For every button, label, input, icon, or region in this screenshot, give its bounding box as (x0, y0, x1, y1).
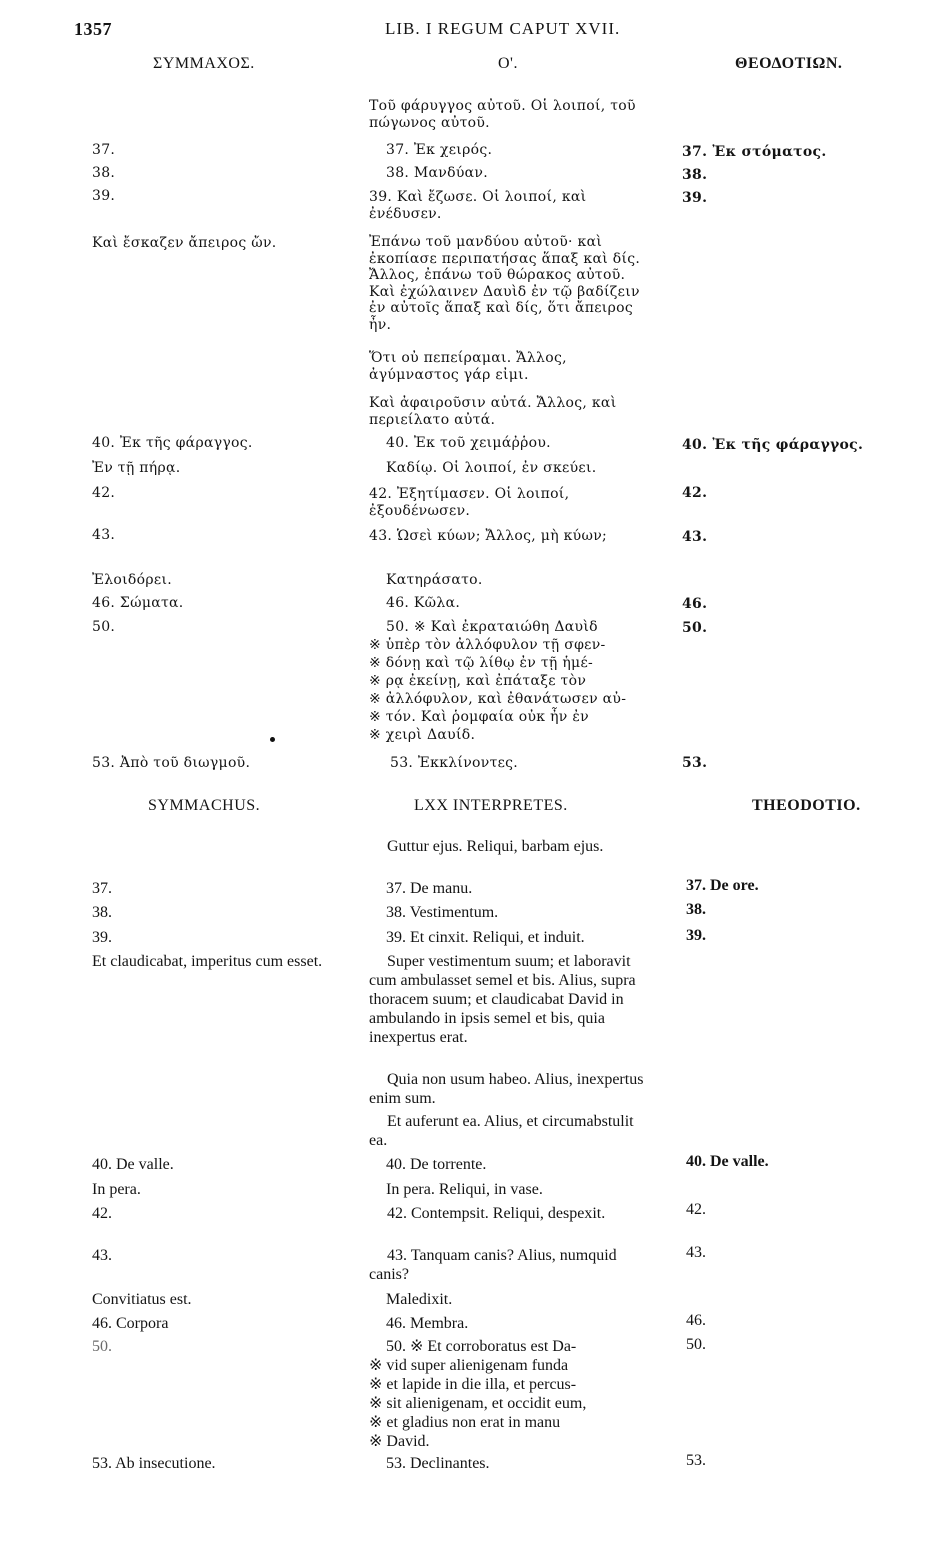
latin-symmachus-line: Et claudicabat, imperitus cum esset. (92, 953, 323, 970)
greek-lxx-line: Κατηράσατο. (386, 572, 483, 588)
latin-lxx-verse-50-line: 50. ※ Et corroboratus est Da- (386, 1338, 577, 1355)
latin-lxx-verse-39: 39. Et cinxit. Reliqui, et induit. (386, 929, 585, 946)
greek-lxx-verse-50-line: ※ τόν. Καὶ ῥομφαία οὐκ ἦν ἐν (369, 709, 589, 725)
latin-symmachus-verse-53: 53. Ab insecutione. (92, 1455, 216, 1472)
greek-theodotion-verse-50: 50. (682, 620, 708, 636)
page-number: 1357 (74, 19, 112, 39)
latin-symmachus-verse-37: 37. (92, 880, 112, 897)
greek-lxx-line: Ὅτι οὐ πεπείραμαι. Ἄλλος, ἀγύμναστος γάρ εἰμι. (369, 350, 567, 383)
greek-theodotion-verse-53: 53. (682, 755, 708, 771)
greek-lxx-verse-39: 39. Καὶ ἔζωσε. Οἱ λοιποί, καὶ ἐνέδυσεν. (369, 189, 587, 222)
running-title: LIB. I REGUM CAPUT XVII. (385, 19, 621, 38)
latin-lxx-line: Quia non usum habeo. Alius, inexpertus enim sum. (369, 1071, 644, 1107)
greek-symmachus-verse-37: 37. (92, 142, 116, 158)
latin-symmachus-verse-42: 42. (92, 1205, 112, 1222)
greek-symmachus-verse-42: 42. (92, 485, 116, 501)
greek-symmachus-line: Καὶ ἔσκαζεν ἄπειρος ὤν. (92, 235, 277, 251)
greek-lxx-paragraph: Ἐπάνω τοῦ μανδύου αὐτοῦ· καὶ ἐκοπίασε περιπατήσας ἅπαξ καὶ δίς. Ἄλλος, ἐπάνω τοῦ θώρακος αὐτοῦ. Καὶ ἐχώλαινεν Δαυὶδ ἐν τῷ βαδίζειν ἐν αὐτοῖς ἅπαξ καὶ δίς, ὅτι ἄπειρος ἦν. (369, 234, 641, 333)
greek-lxx-verse-42: 42. Ἐξητίμασεν. Οἱ λοιποί, ἐξουδένωσεν. (369, 486, 570, 519)
greek-lxx-verse-38: 38. Μανδύαν. (386, 165, 488, 181)
greek-lxx-verse-50-line: 50. ※ Καὶ ἐκραταιώθη Δαυὶδ (386, 619, 598, 635)
latin-theodotio-verse-50: 50. (686, 1336, 706, 1353)
latin-symmachus-verse-43: 43. (92, 1247, 112, 1264)
latin-lxx-line: Maledixit. (386, 1291, 453, 1308)
greek-lxx-verse-50-line: ※ δόνῃ καὶ τῷ λίθῳ ἐν τῇ ἡμέ- (369, 655, 594, 671)
latin-theodotio-verse-38: 38. (686, 901, 706, 918)
latin-symmachus-verse-50: 50. (92, 1338, 112, 1355)
greek-symmachus-verse-40: 40. Ἐκ τῆς φάραγγος. (92, 435, 253, 451)
latin-theodotio-verse-43: 43. (686, 1244, 706, 1261)
greek-symmachus-verse-50: 50. (92, 619, 116, 635)
latin-theodotio-verse-42: 42. (686, 1201, 706, 1218)
greek-theodotion-verse-39: 39. (682, 190, 708, 206)
latin-lxx-verse-50-line: ※ sit alienigenam, et occidit eum, (369, 1395, 587, 1412)
greek-col-head-lxx: Ο'. (498, 55, 518, 72)
greek-symmachus-verse-43: 43. (92, 527, 116, 543)
greek-symmachus-verse-53: 53. Ἀπὸ τοῦ διωγμοῦ. (92, 755, 251, 771)
latin-symmachus-line: Convitiatus est. (92, 1291, 192, 1308)
greek-theodotion-verse-43: 43. (682, 529, 708, 545)
greek-theodotion-verse-46: 46. (682, 596, 708, 612)
greek-lxx-verse-43: 43. Ὡσεὶ κύων; Ἄλλος, μὴ κύων; (369, 528, 608, 544)
latin-lxx-verse-50-line: ※ et gladius non erat in manu (369, 1414, 561, 1431)
greek-theodotion-verse-38: 38. (682, 167, 708, 183)
latin-lxx-line: In pera. Reliqui, in vase. (386, 1181, 543, 1198)
latin-lxx-verse-40: 40. De torrente. (386, 1156, 487, 1173)
greek-lxx-verse-40: 40. Ἐκ τοῦ χειμάῤῥου. (386, 435, 551, 451)
greek-theodotion-verse-37: 37. Ἐκ στόματος. (682, 144, 827, 160)
latin-lxx-verse-50-line: ※ vid super alienigenam funda (369, 1357, 569, 1374)
greek-lxx-line: Καδίῳ. Οἱ λοιποί, ἐν σκεύει. (386, 460, 597, 476)
greek-lxx-verse-50-line: ※ χειρὶ Δαυίδ. (369, 727, 476, 743)
latin-lxx-verse-46: 46. Membra. (386, 1315, 469, 1332)
greek-symmachus-verse-46: 46. Σώματα. (92, 595, 184, 611)
greek-lxx-verse-46: 46. Κῶλα. (386, 595, 461, 611)
greek-col-head-theodotion: ΘΕΟΔΟΤΙΩΝ. (735, 55, 843, 72)
latin-lxx-line: Guttur ejus. Reliqui, barbam ejus. (387, 838, 604, 855)
latin-col-head-theodotio: THEODOTIO. (752, 797, 861, 814)
greek-lxx-verse-37: 37. Ἐκ χειρός. (386, 142, 493, 158)
latin-theodotio-verse-46: 46. (686, 1312, 706, 1329)
latin-symmachus-line: In pera. (92, 1181, 141, 1198)
greek-lxx-verse-50-line: ※ ἀλλόφυλον, καὶ ἐθανάτωσεν αὐ- (369, 691, 627, 707)
latin-col-head-lxx: LXX INTERPRETES. (414, 797, 568, 814)
latin-symmachus-verse-40: 40. De valle. (92, 1156, 174, 1173)
latin-col-head-symmachus: SYMMACHUS. (148, 797, 261, 814)
latin-symmachus-verse-46: 46. Corpora (92, 1315, 169, 1332)
latin-symmachus-verse-38: 38. (92, 904, 112, 921)
greek-symmachus-verse-38: 38. (92, 165, 116, 181)
greek-lxx-line: Τοῦ φάρυγγος αὐτοῦ. Οἱ λοιποί, τοῦ πώγωνος αὐτοῦ. (369, 98, 636, 131)
latin-lxx-line: Et auferunt ea. Alius, et circumabstulit ea. (369, 1113, 634, 1149)
greek-theodotion-verse-40: 40. Ἐκ τῆς φάραγγος. (682, 437, 864, 453)
latin-lxx-verse-50-line: ※ David. (369, 1433, 430, 1450)
latin-lxx-verse-42: 42. Contempsit. Reliqui, despexit. (387, 1205, 606, 1222)
greek-symmachus-line: Ἐλοιδόρει. (92, 572, 173, 588)
latin-symmachus-verse-39: 39. (92, 929, 112, 946)
latin-lxx-verse-38: 38. Vestimentum. (386, 904, 499, 921)
latin-lxx-paragraph: Super vestimentum suum; et laboravit cum ambulasset semel et bis. Alius, supra thoracem suum; et claudicabat David in ambulando in ipsis semel et bis, quia inexpertus erat. (369, 953, 636, 1046)
latin-lxx-verse-53: 53. Declinantes. (386, 1455, 490, 1472)
greek-lxx-verse-50-line: ※ ρᾳ ἐκείνῃ, καὶ ἐπάταξε τὸν (369, 673, 587, 689)
latin-theodotio-verse-39: 39. (686, 927, 706, 944)
greek-theodotion-verse-42: 42. (682, 485, 708, 501)
latin-theodotio-verse-40: 40. De valle. (686, 1153, 769, 1170)
greek-symmachus-verse-39: 39. (92, 188, 116, 204)
latin-theodotio-verse-53: 53. (686, 1452, 706, 1469)
ink-dot (270, 737, 275, 742)
latin-theodotio-verse-37: 37. De ore. (686, 877, 759, 894)
latin-lxx-verse-50-line: ※ et lapide in die illa, et percus- (369, 1376, 577, 1393)
greek-lxx-line: Καὶ ἀφαιροῦσιν αὐτά. Ἄλλος, καὶ περιείλατο αὐτά. (369, 395, 617, 428)
latin-lxx-verse-43: 43. Tanquam canis? Alius, numquid canis? (369, 1247, 617, 1283)
greek-lxx-verse-53: 53. Ἐκκλίνοντες. (390, 755, 519, 771)
greek-lxx-verse-50-line: ※ ὑπὲρ τὸν ἀλλόφυλον τῇ σφεν- (369, 637, 606, 653)
greek-col-head-symmachus: ΣΥΜΜΑΧΟΣ. (153, 55, 255, 72)
greek-symmachus-line: Ἐν τῇ πήρᾳ. (92, 460, 181, 476)
latin-lxx-verse-37: 37. De manu. (386, 880, 473, 897)
